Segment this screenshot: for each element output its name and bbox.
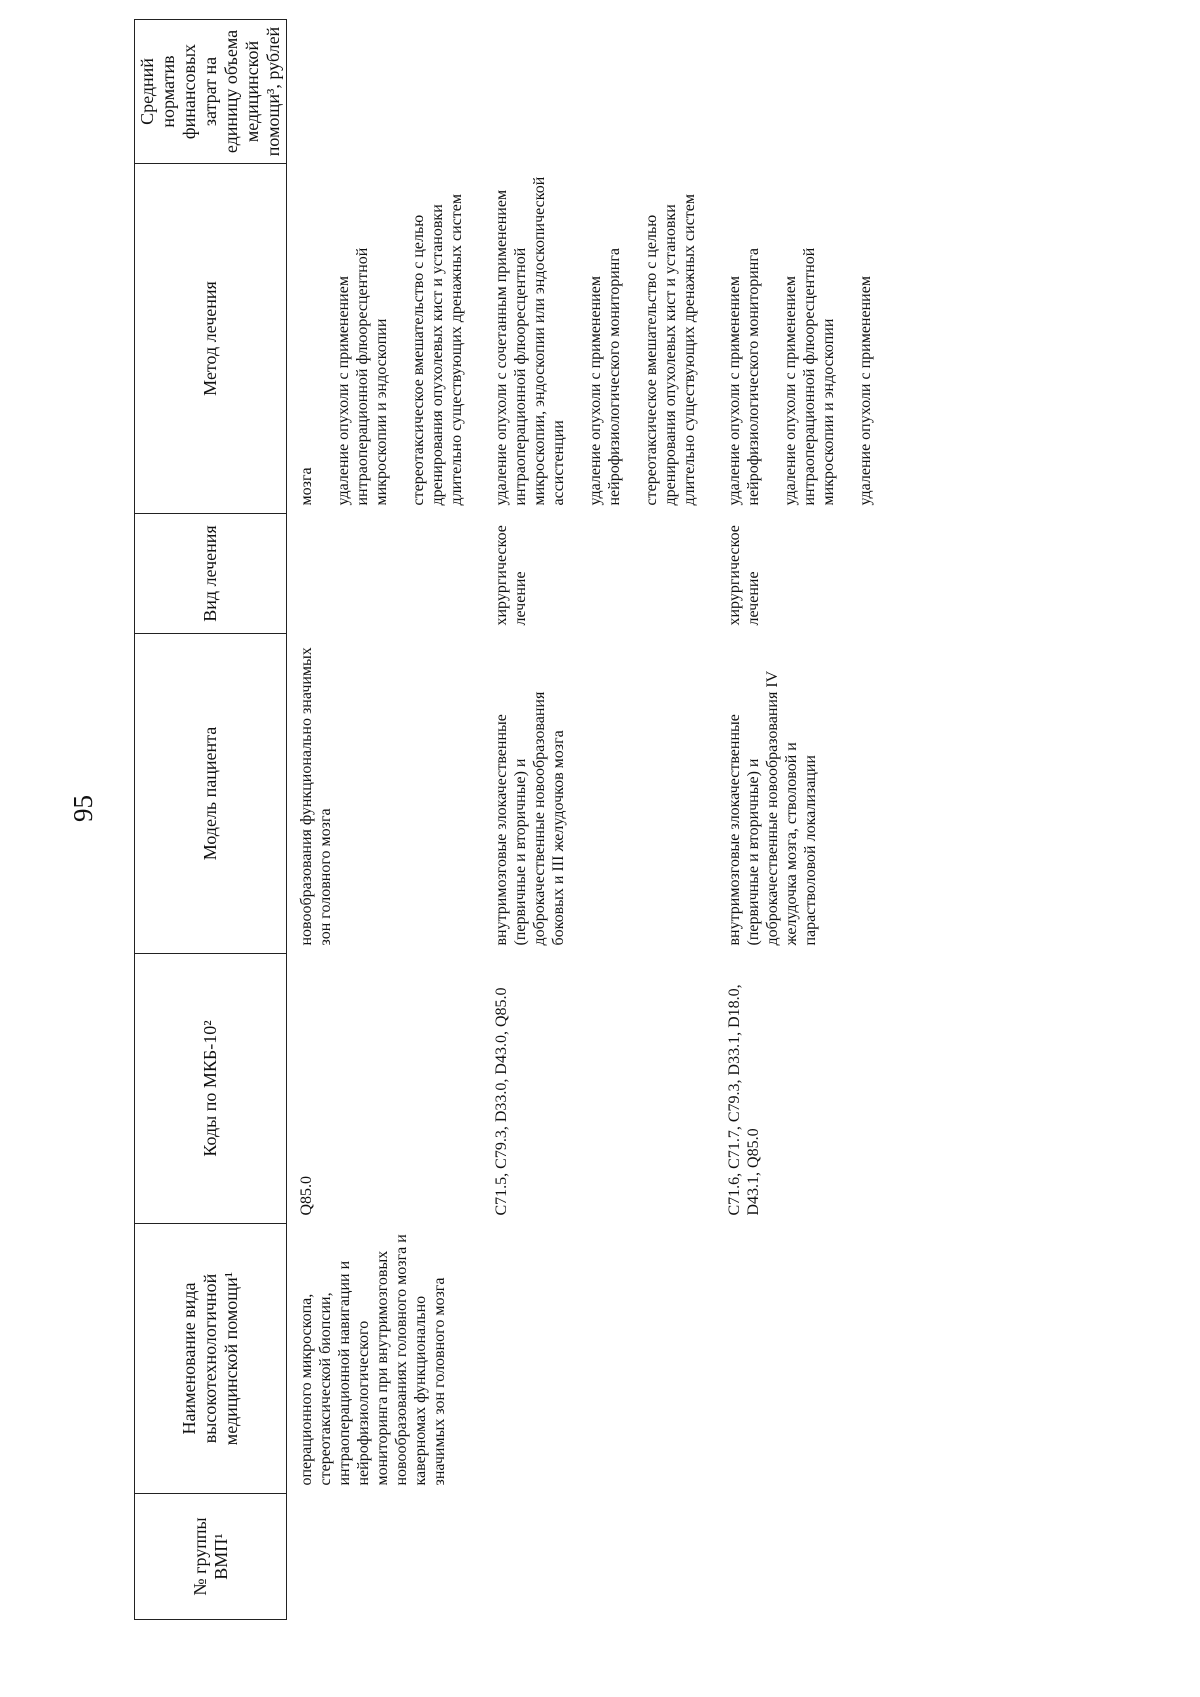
cell-group-number [717,1494,893,1620]
cell-vmp-name: операционного микроскопа, стереотаксической биопсии, интраоперационной навигации и нейрофизиологического мониторинга при внутримозговых новообразованиях головного мозга и каверномах функционально значимых зон головного мозга [298,1234,448,1486]
method-item: удаление опухоли с сочетанным применением интраоперационной флюоресцентной микроскопии, эндоскопии или эндоскопической ассистенции [493,176,567,506]
method-item: удаление опухоли с применением нейрофизиологического мониторинга [587,247,623,506]
cell-average-cost [287,20,485,164]
header-treatment-method: Метод лечения [135,164,287,514]
method-item: стереотаксическое вмешательство с целью дренирования опухолевых кист и установки длительно существующих дренажных систем [410,193,465,506]
table-header-row [135,20,287,1620]
table-row [484,20,717,1620]
table-row [287,20,485,1620]
cell-patient-model: внутримозговые злокачественные (первичные и вторичные) и доброкачественные новообразования боковых и III желудочков мозга [493,691,567,946]
method-item: удаление опухоли с применением интраоперационной флюоресцентной микроскопии и эндоскопии [782,247,837,506]
cell-icd-codes: C71.5, C79.3, D33.0, D43.0, Q85.0 [493,987,510,1216]
header-vmp-name: Наименование вида высокотехнологичной медицинской помощи¹ [135,1224,287,1494]
cell-treatment-type: хирургическое лечение [493,525,529,626]
header-treatment-type: Вид лечения [135,514,287,634]
page-number: 95 [68,795,98,822]
cell-treatment-methods [287,164,485,514]
method-item: мозга [298,467,315,506]
cell-vmp-name [484,1224,717,1494]
cell-average-cost [717,20,893,164]
cell-patient-model: внутримозговые злокачественные (первичные и вторичные) и доброкачественные новообразования IV желудочка мозга, стволовой и парастволовой локализации [726,671,819,946]
header-patient-model: Модель пациента [135,634,287,954]
cell-treatment-type: хирургическое лечение [726,525,762,626]
cell-group-number [287,1494,485,1620]
cell-icd-codes: Q85.0 [298,1175,315,1216]
method-item: стереотаксическое вмешательство с целью дренирования опухолевых кист и установки длительно существующих дренажных систем [643,193,698,506]
cell-icd-codes: C71.6, C71.7, C79.3, D33.1, D18.0, D43.1, Q85.0 [726,984,762,1216]
rotated-page-content [134,20,1200,1620]
method-item: удаление опухоли с применением интраоперационной флюоресцентной микроскопии и эндоскопии [335,247,390,506]
table-row [717,20,893,1620]
method-item: удаление опухоли с применением нейрофизиологического мониторинга [726,247,762,506]
cell-vmp-name [717,1224,893,1494]
header-icd-codes: Коды по МКБ-10² [135,954,287,1224]
cell-group-number [484,1494,717,1620]
cell-treatment-methods [717,164,893,514]
method-item: удаление опухоли с применением [857,276,874,506]
cell-treatment-type [287,514,485,634]
vmp-table [134,19,893,1620]
cell-average-cost [484,20,717,164]
header-average-cost: Средний норматив финансовых затрат на единицу объема медицинской помощи³, рублей [135,20,287,164]
cell-treatment-methods [484,164,717,514]
header-group-number: № группы ВМП¹ [135,1494,287,1620]
cell-patient-model: новообразования функционально значимых зон головного мозга [298,647,334,946]
